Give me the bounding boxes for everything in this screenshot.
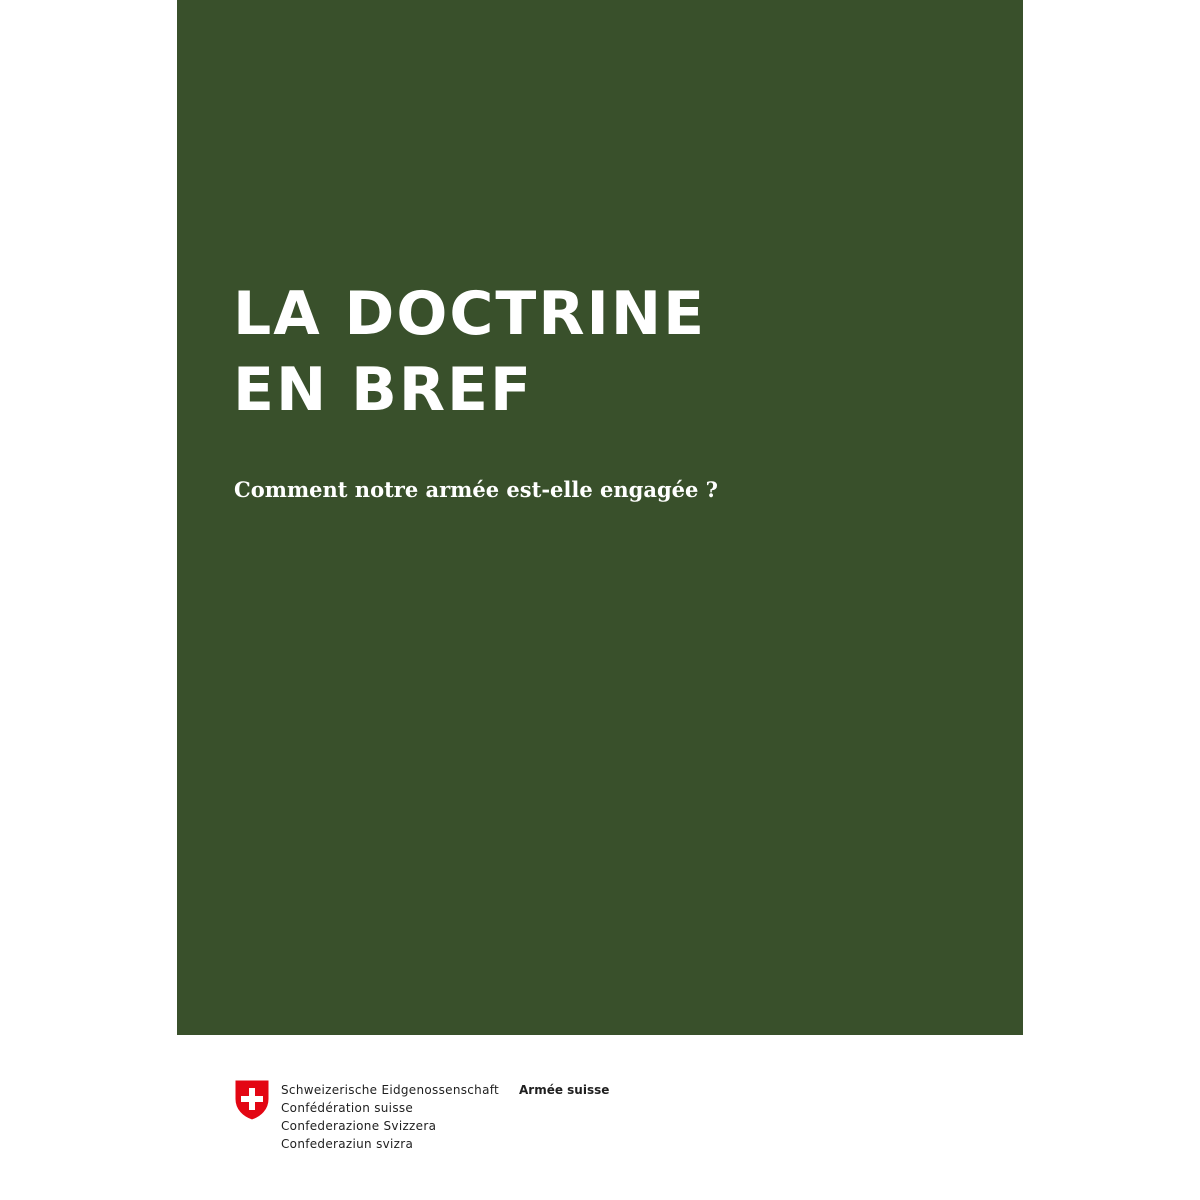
cover-title	[233, 276, 706, 428]
footer	[0, 1035, 1200, 1200]
department-name: Armée suisse	[519, 1083, 610, 1097]
cover-panel	[177, 0, 1023, 1035]
confederation-name-rm: Confederaziun svizra	[281, 1137, 414, 1151]
cover-title-line-2: EN BREF	[233, 355, 533, 425]
confederation-name-de: Schweizerische Eidgenossenschaft	[281, 1083, 500, 1097]
swiss-coat-of-arms-icon	[234, 1079, 270, 1121]
confederation-name-it: Confederazione Svizzera	[281, 1119, 437, 1133]
confederation-names	[281, 1081, 499, 1153]
cover-subtitle: Comment notre armée est-elle engagée ?	[234, 477, 718, 502]
cover-title-line-1: LA DOCTRINE	[233, 279, 707, 349]
confederation-name-fr: Confédération suisse	[281, 1101, 414, 1115]
